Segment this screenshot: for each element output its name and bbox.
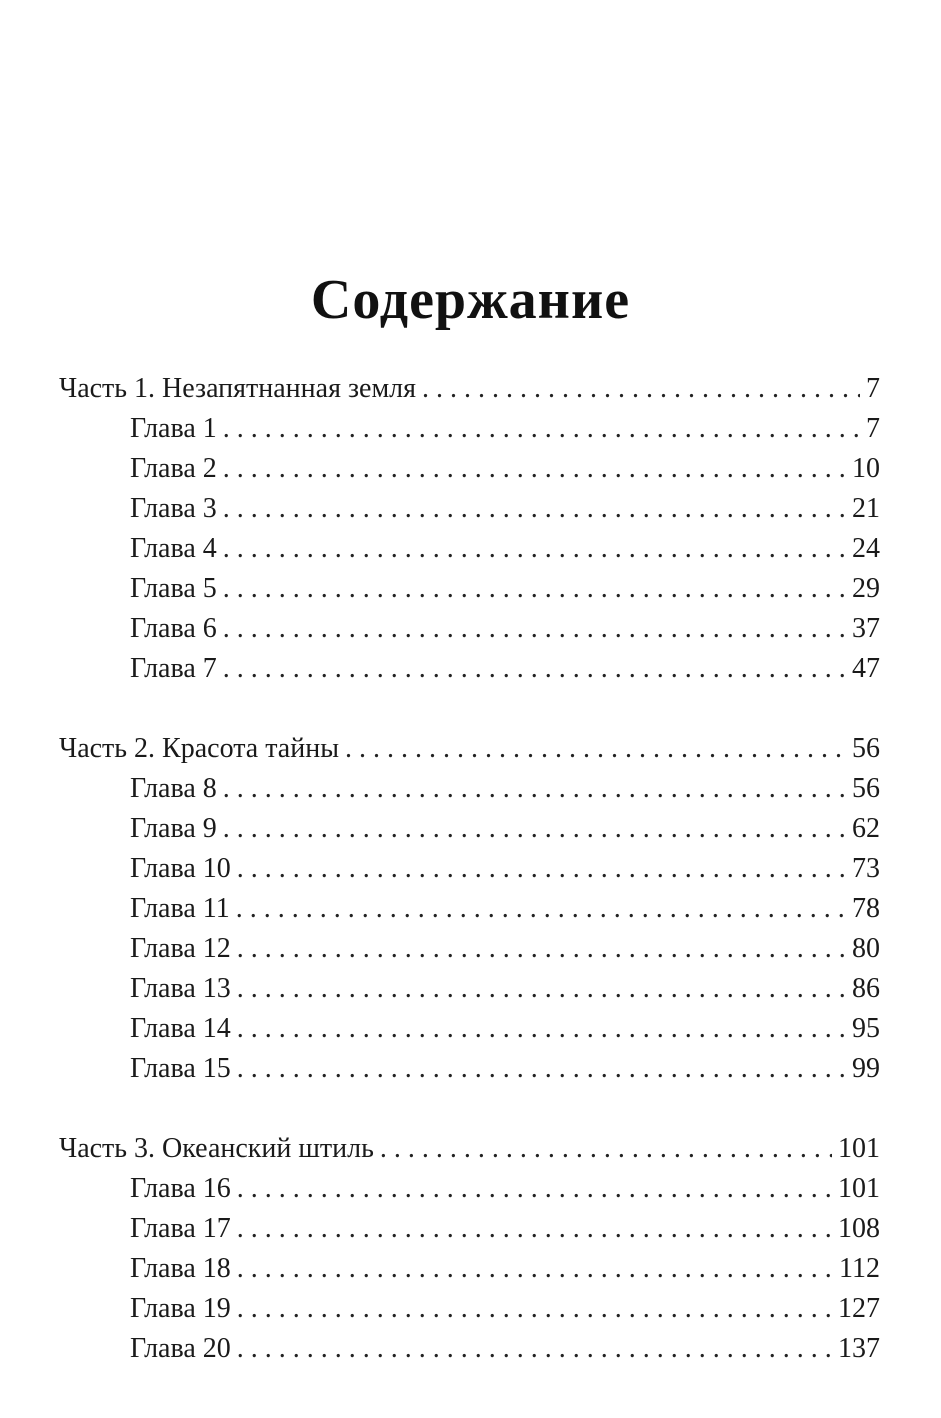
toc-chapter-entry-page-number: 37 xyxy=(852,613,880,644)
toc-chapter-entry-label: Глава 7 xyxy=(130,653,217,684)
toc-chapter-entry-page-number: 99 xyxy=(852,1053,880,1084)
toc-chapter-entry-page-number: 7 xyxy=(866,413,880,444)
toc-chapter-entry xyxy=(59,1169,880,1209)
toc-chapter-entry-page-number: 108 xyxy=(838,1213,880,1244)
dot-leader xyxy=(237,969,846,1009)
page-title: Содержание xyxy=(310,268,631,331)
dot-leader xyxy=(237,1049,846,1089)
toc-chapter-entry-label: Глава 3 xyxy=(130,493,217,524)
toc-chapter-entry-label: Глава 18 xyxy=(130,1253,231,1284)
toc-chapter-entry-label: Глава 9 xyxy=(130,813,217,844)
toc-chapter-entry-label: Глава 1 xyxy=(130,413,217,444)
toc-chapter-entry xyxy=(59,889,880,929)
toc-chapter-entry-label: Глава 17 xyxy=(130,1213,231,1244)
toc-chapter-entry-page-number: 101 xyxy=(838,1173,880,1204)
toc-part-entry-page-number: 56 xyxy=(852,733,880,764)
dot-leader xyxy=(223,569,846,609)
toc-chapter-entry xyxy=(59,449,880,489)
toc-part-entry-label: Часть 3. Океанский штиль xyxy=(59,1133,374,1164)
toc-chapter-entry xyxy=(59,1009,880,1049)
dot-leader xyxy=(237,1249,833,1289)
toc-chapter-entry-page-number: 56 xyxy=(852,773,880,804)
toc-chapter-entry-label: Глава 13 xyxy=(130,973,231,1004)
dot-leader xyxy=(237,1329,832,1369)
toc-chapter-entry-page-number: 73 xyxy=(852,853,880,884)
dot-leader xyxy=(236,889,846,929)
toc-chapter-entry-label: Глава 19 xyxy=(130,1293,231,1324)
toc-part-entry-label: Часть 2. Красота тайны xyxy=(59,733,340,764)
toc-chapter-entry-page-number: 10 xyxy=(852,453,880,484)
toc-chapter-entry xyxy=(59,929,880,969)
dot-leader xyxy=(237,1289,832,1329)
toc-chapter-entry xyxy=(59,849,880,889)
toc-chapter-entry xyxy=(59,1289,880,1329)
dot-leader xyxy=(223,529,846,569)
toc-chapter-entry-page-number: 80 xyxy=(852,933,880,964)
toc-chapter-entry xyxy=(59,489,880,529)
dot-leader xyxy=(237,849,846,889)
toc-chapter-entry xyxy=(59,529,880,569)
toc-chapter-entry-label: Глава 4 xyxy=(130,533,217,564)
toc-part-entry xyxy=(59,1129,880,1169)
toc-chapter-entry xyxy=(59,609,880,649)
toc-chapter-entry-label: Глава 16 xyxy=(130,1173,231,1204)
toc-part-entry-page-number: 7 xyxy=(866,373,880,404)
toc-chapter-entry-label: Глава 8 xyxy=(130,773,217,804)
toc-chapter-entry-page-number: 95 xyxy=(852,1013,880,1044)
dot-leader xyxy=(223,769,846,809)
toc-chapter-entry-label: Глава 10 xyxy=(130,853,231,884)
toc-section xyxy=(59,1129,880,1369)
toc-chapter-entry-label: Глава 11 xyxy=(130,893,230,924)
toc-chapter-entry-label: Глава 2 xyxy=(130,453,217,484)
toc-chapter-entry-page-number: 137 xyxy=(838,1333,880,1364)
toc-chapter-entry xyxy=(59,1249,880,1289)
toc-chapter-entry-label: Глава 5 xyxy=(130,573,217,604)
toc-chapter-entry-page-number: 21 xyxy=(852,493,880,524)
toc-part-entry-page-number: 101 xyxy=(838,1133,880,1164)
dot-leader xyxy=(345,729,846,769)
dot-leader xyxy=(223,609,846,649)
dot-leader xyxy=(237,1009,846,1049)
dot-leader xyxy=(223,449,846,489)
toc-chapter-entry xyxy=(59,409,880,449)
toc-part-entry-label: Часть 1. Незапятнанная земля xyxy=(59,373,417,404)
dot-leader xyxy=(237,1209,832,1249)
toc-chapter-entry-page-number: 62 xyxy=(852,813,880,844)
dot-leader xyxy=(223,489,846,529)
toc-chapter-entry xyxy=(59,1329,880,1369)
toc-part-entry xyxy=(59,729,880,769)
dot-leader xyxy=(237,1169,832,1209)
dot-leader xyxy=(422,369,860,409)
toc-chapter-entry xyxy=(59,649,880,689)
dot-leader xyxy=(380,1129,832,1169)
toc-chapter-entry xyxy=(59,809,880,849)
toc-chapter-entry-page-number: 86 xyxy=(852,973,880,1004)
table-of-contents xyxy=(59,369,880,1409)
toc-chapter-entry xyxy=(59,1049,880,1089)
toc-chapter-entry-page-number: 112 xyxy=(839,1253,880,1284)
toc-chapter-entry xyxy=(59,569,880,609)
toc-chapter-entry-label: Глава 15 xyxy=(130,1053,231,1084)
toc-chapter-entry-label: Глава 6 xyxy=(130,613,217,644)
toc-chapter-entry xyxy=(59,1209,880,1249)
toc-chapter-entry-page-number: 47 xyxy=(852,653,880,684)
toc-chapter-entry-label: Глава 14 xyxy=(130,1013,231,1044)
toc-chapter-entry xyxy=(59,769,880,809)
toc-chapter-entry-page-number: 24 xyxy=(852,533,880,564)
toc-chapter-entry-page-number: 127 xyxy=(838,1293,880,1324)
dot-leader xyxy=(237,929,846,969)
dot-leader xyxy=(223,809,846,849)
toc-chapter-entry-label: Глава 12 xyxy=(130,933,231,964)
toc-section xyxy=(59,729,880,1089)
toc-chapter-entry-page-number: 29 xyxy=(852,573,880,604)
toc-chapter-entry xyxy=(59,969,880,1009)
toc-part-entry xyxy=(59,369,880,409)
toc-chapter-entry-label: Глава 20 xyxy=(130,1333,231,1364)
toc-chapter-entry-page-number: 78 xyxy=(852,893,880,924)
dot-leader xyxy=(223,649,846,689)
toc-section xyxy=(59,369,880,689)
dot-leader xyxy=(223,409,860,449)
